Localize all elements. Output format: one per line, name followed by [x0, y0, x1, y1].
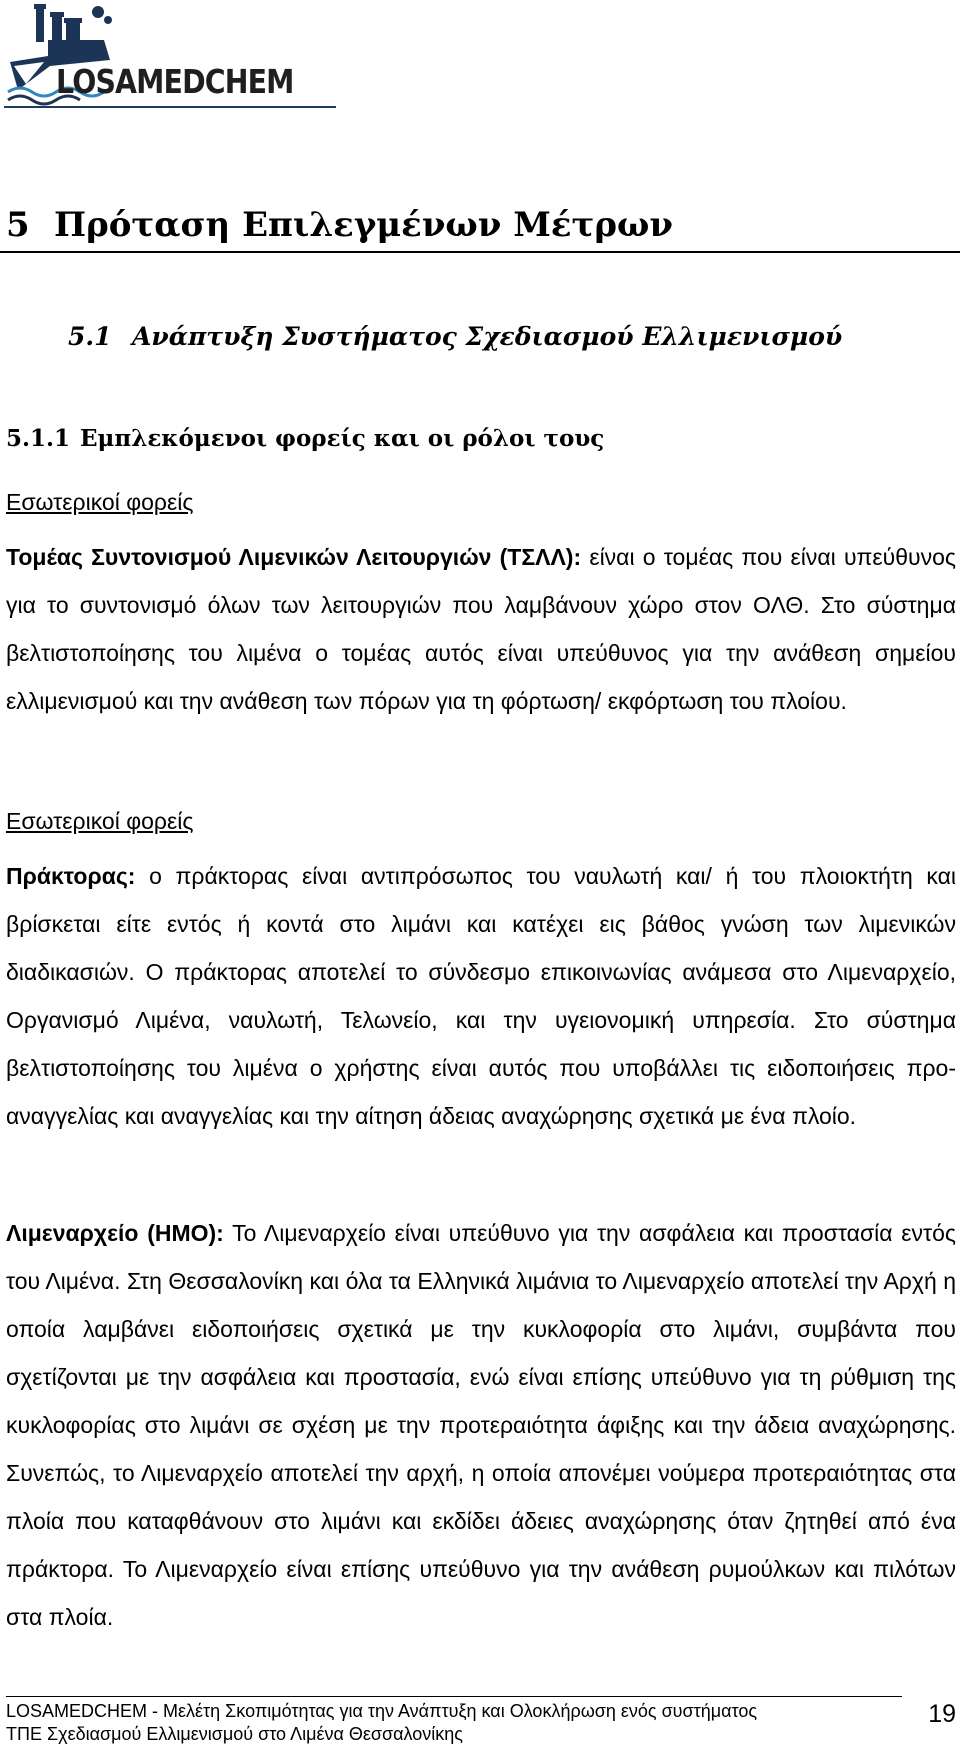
section-heading	[6, 205, 673, 245]
subsubsection-heading	[6, 425, 604, 452]
header-rule	[4, 106, 336, 108]
agent-description: ο πράκτορας είναι αντιπρόσωπος του ναυλωτή και/ ή του πλοιοκτήτη και βρίσκεται είτε εντός ή κοντά στο λιμάνι και κατέχει εις βάθος γνώση των λιμενικών διαδικασιών. Ο πράκτορας αποτελεί το σύνδεσμο επικοινωνίας ανάμεσα στο Λιμεναρχείο, Οργανισμό Λιμένα, ναυλωτή, Τελωνείο, και την υγειονομική υπηρεσία. Στο σύστημα βελτιστοποίησης του λιμένα ο χρήστης είναι αυτός που υποβάλλει τις ειδοποιήσεις προ-αναγγελίας και αναγγελίας και την αίτηση άδειας αναχώρησης σχετικά με ένα πλοίο.	[6, 863, 956, 1129]
harbour-master-description: Το Λιμεναρχείο είναι υπεύθυνο για την ασφάλεια και προστασία εντός του Λιμένα. Στη Θεσσαλονίκη και όλα τα Ελληνικά λιμάνια το Λιμεναρχείο αποτελεί την Αρχή η οποία λαμβάνει ειδοποιήσεις σχετικά με την κυκλοφορία στο λιμάνι, συμβάντα που σχετίζονται με την ασφάλεια και προστασία, ενώ είναι επίσης υπεύθυνο για τη ρύθμιση της κυκλοφορίας στο λιμάνι σε σχέση με την προτεραιότητα άφιξης και την άδεια αναχώρησης. Συνεπώς, το Λιμεναρχείο αποτελεί την αρχή, η οποία απονέμει νούμερα προτεραιότητας στα πλοία που καταφθάνουν στο λιμάνι και εκδίδει άδειες αναχώρησης όταν ζητηθεί από ένα πράκτορα. Το Λιμεναρχείο είναι επίσης υπεύθυνο για την ανάθεση ρυμούλκων και πιλότων στα πλοία.	[6, 1220, 956, 1630]
subsection-number: 5.1	[68, 322, 112, 351]
section-rule	[0, 251, 960, 253]
section-title: Πρόταση Επιλεγμένων Μέτρων	[54, 205, 673, 245]
logo-wordmark: LOSAMEDCHEM	[56, 62, 294, 101]
footer-line-1: LOSAMEDCHEM - Μελέτη Σκοπιμότητας για την Ανάπτυξη και Ολοκλήρωση ενός συστήματος	[6, 1701, 758, 1721]
subsection-title: Ανάπτυξη Συστήματος Σχεδιασμού Ελλιμενισμού	[132, 322, 843, 351]
harbour-master-paragraph	[6, 1209, 956, 1641]
subsubsection-title: Εμπλεκόμενοι φορείς και οι ρόλοι τους	[80, 425, 605, 452]
agent-paragraph	[6, 852, 956, 1140]
footer-rule	[6, 1696, 902, 1697]
harbour-master-term: Λιμεναρχείο (ΗΜΟ):	[6, 1220, 224, 1246]
tsll-term: Τομέας Συντονισμού Λιμενικών Λειτουργιών (ΤΣΛΛ):	[6, 544, 582, 570]
tsll-paragraph	[6, 533, 956, 725]
page-number: 19	[928, 1700, 956, 1728]
internal-bodies-subheading: Εσωτερικοί φορείς	[6, 489, 194, 515]
losamedchem-logo	[4, 0, 340, 110]
section-number: 5	[6, 205, 30, 245]
internal-bodies-subheading-2: Εσωτερικοί φορείς	[6, 808, 194, 834]
footer-line-2: ΤΠΕ Σχεδιασμού Ελλιμενισμού στο Λιμένα Θεσσαλονίκης	[6, 1724, 463, 1744]
subsection-heading	[68, 322, 842, 351]
subsubsection-number: 5.1.1	[6, 425, 71, 452]
footer-text	[6, 1700, 757, 1746]
agent-term: Πράκτορας:	[6, 863, 136, 889]
tsll-description: είναι ο τομέας που είναι υπεύθυνος για το συντονισμό όλων των λειτουργιών που λαμβάνουν χώρο στον ΟΛΘ. Στο σύστημα βελτιστοποίησης του λιμένα ο τομέας αυτός είναι υπεύθυνος για την ανάθεση σημείου ελλιμενισμού και την ανάθεση των πόρων για τη φόρτωση/ εκφόρτωση του πλοίου.	[6, 544, 956, 714]
